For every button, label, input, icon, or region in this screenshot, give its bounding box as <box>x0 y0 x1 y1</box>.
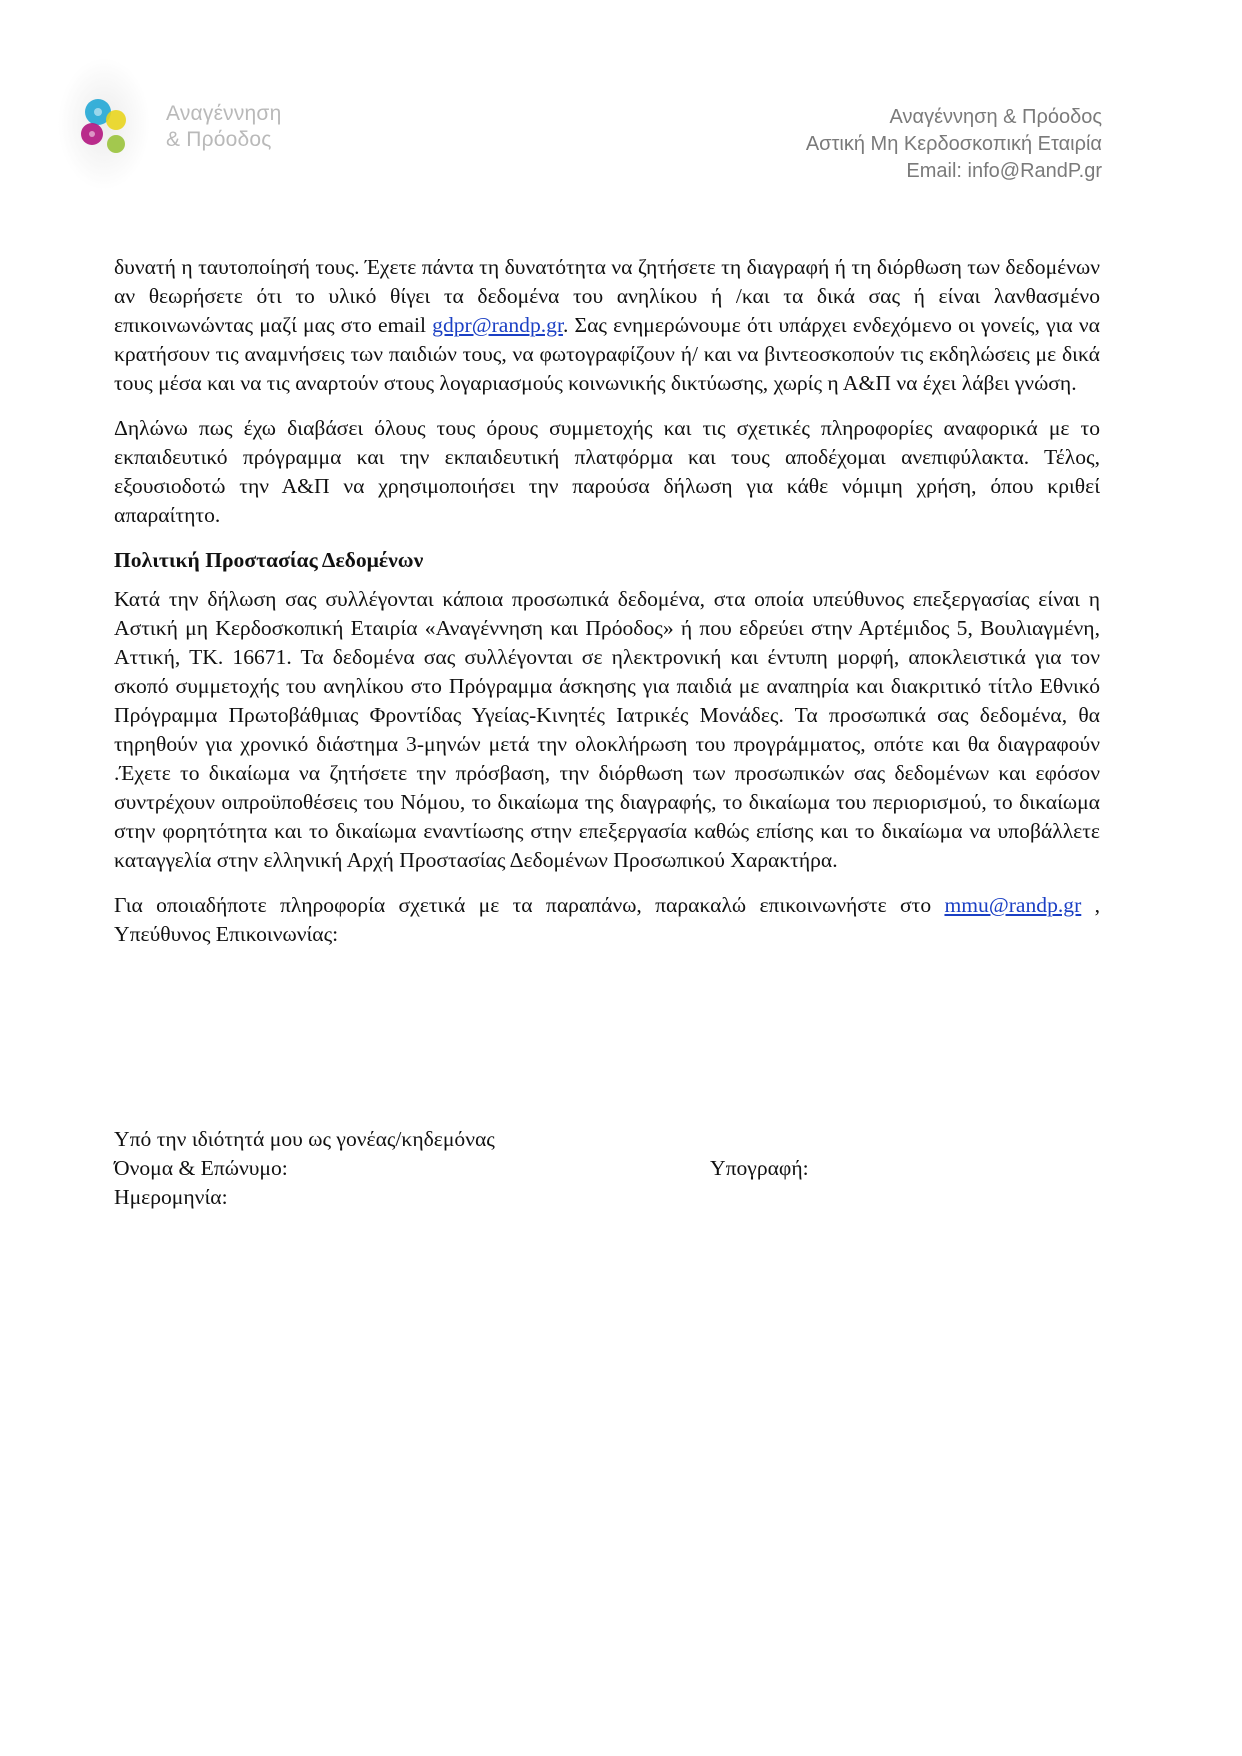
capacity-line: Υπό την ιδιότητά μου ως γονέας/κηδεμόνας <box>114 1127 495 1151</box>
date-label: Ημερομηνία: <box>114 1185 228 1209</box>
section-heading-data-protection: Πολιτική Προστασίας Δεδομένων <box>114 548 424 572</box>
gdpr-email-link[interactable]: gdpr@randp.gr <box>432 313 563 337</box>
paragraph-data-protection: Κατά την δήλωση σας συλλέγονται κάποια προσωπικά δεδομένα, στα οποία υπεύθυνος επεξεργασίας είναι η Αστική μη Κερδοσκοπική Εταιρία «Αναγέννηση και Πρόοδος» ή που εδρεύει στην Αρτέμιδος 5, Βουλιαγμένη, Αττική, ΤΚ. 16671. Τα δεδομένα σας συλλέγονται σε ηλεκτρονική και έντυπη μορφή, αποκλειστικά για τον σκοπό συμμετοχής του ανηλίκου στο Πρόγραμμα άσκησης για παιδιά με αναπηρία και διακριτικό τίτλο Εθνικό Πρόγραμμα Πρωτοβάθμιας Φροντίδας Υγείας-Κινητές Ιατρικές Μονάδες. Τα προσωπικά σας δεδομένα, θα τηρηθούν για χρονικό διάστημα 3-μηνών μετά την ολοκλήρωση του προγράμματος, οπότε και θα διαγραφούν .Έχετε το δικαίωμα να ζητήσετε την πρόσβαση, την διόρθωση των προσωπικών σας δεδομένων και εφόσον συντρέχουν οιπροϋποθέσεις του Νόμου, το δικαίωμα της διαγραφής, το δικαίωμα του περιορισμού, το δικαίωμα στην φορητότητα και το δικαίωμα εναντίωσης στην επεξεργασία καθώς επίσης και το δικαίωμα να υποβάλλετε καταγγελία στην ελληνική Αρχή Προστασίας Δεδομένων Προσωπικού Χαρακτήρα. <box>114 587 1100 872</box>
document-body <box>114 253 1100 963</box>
logo-circles-icon <box>58 58 168 198</box>
name-signature-row <box>114 1154 1100 1183</box>
org-email: Email: info@RandP.gr <box>906 160 1102 182</box>
logo-green-dot <box>107 135 125 153</box>
paragraph-text: . Σας ενημερώνουμε ότι υπάρχει ενδεχόμενο οι γονείς, για να κρατήσουν τις αναμνήσεις των παιδιών τους, να φωτογραφίζουν ή/ και να βιντεοσκοπούν τις εκδηλώσεις με δικά τους μέσα και να τις αναρτούν στους λογαριασμούς κοινωνικής δικτύωσης, χωρίς η Α&Π να έχει λάβει γνώση. <box>114 313 1100 395</box>
paragraph-text: , Υπεύθυνος Επικοινωνίας: <box>114 893 1101 946</box>
org-name: Αναγέννηση & Πρόοδος <box>889 106 1102 128</box>
paragraph-consent-photos <box>114 253 1100 398</box>
org-type: Αστική Μη Κερδοσκοπική Εταιρία <box>805 133 1102 155</box>
organization-header <box>806 104 1102 185</box>
logo-text-line2: & Πρόοδος <box>166 128 272 151</box>
paragraph-text: δυνατή η ταυτοποίησή τους. Έχετε πάντα τη δυνατότητα να ζητήσετε τη διαγραφή ή τη διόρθωση των δεδομένων αν θεωρήσετε ότι το υλικό θίγει τα δεδομένα του ανηλίκου ή /και τα δικά σας ή είναι λανθασμένο επικοινωνώντας μαζί μας στο email <box>114 255 1100 337</box>
name-label: Όνομα & Επώνυμο: <box>114 1156 288 1180</box>
contact-email-link[interactable]: mmu@randp.gr <box>944 893 1082 917</box>
logo-yellow-dot <box>106 110 126 130</box>
paragraph-declaration: Δηλώνω πως έχω διαβάσει όλους τους όρους συμμετοχής και τις σχετικές πληροφορίες αναφορικά με το εκπαιδευτικό πρόγραμμα και την εκπαιδευτική πλατφόρμα και τους αποδέχομαι ανεπιφύλακτα. Τέλος, εξουσιοδοτώ την Α&Π να χρησιμοποιήσει την παρούσα δήλωση για κάθε νόμιμη χρήση, όπου κριθεί απαραίτητο. <box>114 416 1100 527</box>
signature-block <box>114 1125 1100 1212</box>
logo-halo <box>58 58 150 190</box>
paragraph-text: Για οποιαδήποτε πληροφορία σχετικά με τα παραπάνω, παρακαλώ επικοινωνήστε στο <box>114 893 945 917</box>
organization-logo <box>58 58 288 218</box>
paragraph-contact <box>114 891 1100 949</box>
logo-text-line1: Αναγέννηση <box>166 102 282 125</box>
signature-label: Υπογραφή: <box>710 1156 809 1180</box>
